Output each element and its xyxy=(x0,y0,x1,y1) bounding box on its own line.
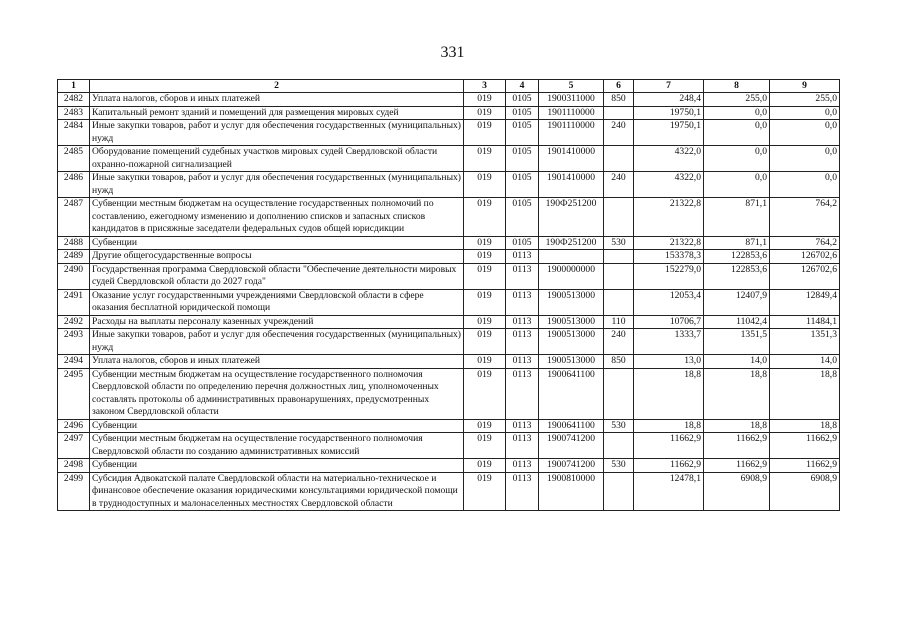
item-name: Иные закупки товаров, работ и услуг для обеспечения государственных (муниципальных) нужд xyxy=(90,329,464,355)
column-header-1: 1 xyxy=(58,80,90,93)
section-code: 0113 xyxy=(506,250,539,264)
item-name: Субвенции xyxy=(90,459,464,473)
ministry-code: 019 xyxy=(464,120,506,146)
expense-type-code: 850 xyxy=(604,355,634,369)
table-row xyxy=(58,433,840,459)
table-body xyxy=(58,93,840,511)
item-name: Уплата налогов, сборов и иных платежей xyxy=(90,355,464,369)
column-header-8: 8 xyxy=(704,80,770,93)
amount-col-9: 0,0 xyxy=(770,146,840,172)
section-code: 0113 xyxy=(506,368,539,419)
target-article-code: 1900741200 xyxy=(539,433,604,459)
amount-col-8: 0,0 xyxy=(704,172,770,198)
column-header-6: 6 xyxy=(604,80,634,93)
item-name: Субвенции xyxy=(90,236,464,250)
amount-col-7: 153378,3 xyxy=(634,250,704,264)
target-article-code: 1900641100 xyxy=(539,368,604,419)
table-row xyxy=(58,106,840,120)
amount-col-9: 0,0 xyxy=(770,120,840,146)
row-number: 2498 xyxy=(58,459,90,473)
section-code: 0113 xyxy=(506,459,539,473)
ministry-code: 019 xyxy=(464,172,506,198)
table-row xyxy=(58,315,840,329)
target-article-code: 1900741200 xyxy=(539,459,604,473)
ministry-code: 019 xyxy=(464,329,506,355)
section-code: 0113 xyxy=(506,472,539,511)
column-header-4: 4 xyxy=(506,80,539,93)
target-article-code: 1900513000 xyxy=(539,329,604,355)
amount-col-8: 0,0 xyxy=(704,120,770,146)
target-article-code: 1901410000 xyxy=(539,146,604,172)
amount-col-8: 14,0 xyxy=(704,355,770,369)
amount-col-8: 18,8 xyxy=(704,368,770,419)
amount-col-8: 871,1 xyxy=(704,236,770,250)
amount-col-9: 126702,6 xyxy=(770,263,840,289)
amount-col-9: 1351,3 xyxy=(770,329,840,355)
amount-col-8: 12407,9 xyxy=(704,289,770,315)
expense-type-code xyxy=(604,198,634,237)
row-number: 2497 xyxy=(58,433,90,459)
column-header-2: 2 xyxy=(90,80,464,93)
row-number: 2486 xyxy=(58,172,90,198)
amount-col-9: 18,8 xyxy=(770,368,840,419)
budget-table xyxy=(57,79,840,511)
item-name: Иные закупки товаров, работ и услуг для обеспечения государственных (муниципальных) нужд xyxy=(90,172,464,198)
row-number: 2492 xyxy=(58,315,90,329)
ministry-code: 019 xyxy=(464,419,506,433)
table-row xyxy=(58,472,840,511)
amount-col-7: 21322,8 xyxy=(634,236,704,250)
target-article-code: 1900513000 xyxy=(539,355,604,369)
item-name: Иные закупки товаров, работ и услуг для обеспечения государственных (муниципальных) нужд xyxy=(90,120,464,146)
section-code: 0113 xyxy=(506,329,539,355)
item-name: Субвенции местным бюджетам на осуществление государственного полномочия Свердловской области по определению перечня должностных лиц, уполномоченных составлять протоколы об административных правонарушениях, предусмотренных законом Свердловской области xyxy=(90,368,464,419)
item-name: Другие общегосударственные вопросы xyxy=(90,250,464,264)
section-code: 0113 xyxy=(506,315,539,329)
expense-type-code xyxy=(604,433,634,459)
section-code: 0105 xyxy=(506,236,539,250)
amount-col-9: 14,0 xyxy=(770,355,840,369)
section-code: 0113 xyxy=(506,355,539,369)
ministry-code: 019 xyxy=(464,93,506,107)
row-number: 2483 xyxy=(58,106,90,120)
amount-col-7: 11662,9 xyxy=(634,433,704,459)
amount-col-8: 11662,9 xyxy=(704,433,770,459)
amount-col-7: 10706,7 xyxy=(634,315,704,329)
row-number: 2494 xyxy=(58,355,90,369)
section-code: 0113 xyxy=(506,263,539,289)
amount-col-9: 0,0 xyxy=(770,106,840,120)
row-number: 2493 xyxy=(58,329,90,355)
ministry-code: 019 xyxy=(464,315,506,329)
amount-col-9: 11484,1 xyxy=(770,315,840,329)
ministry-code: 019 xyxy=(464,106,506,120)
section-code: 0105 xyxy=(506,106,539,120)
row-number: 2482 xyxy=(58,93,90,107)
section-code: 0105 xyxy=(506,172,539,198)
expense-type-code: 240 xyxy=(604,120,634,146)
section-code: 0105 xyxy=(506,198,539,237)
amount-col-9: 0,0 xyxy=(770,172,840,198)
column-header-7: 7 xyxy=(634,80,704,93)
target-article-code: 1900311000 xyxy=(539,93,604,107)
amount-col-8: 11042,4 xyxy=(704,315,770,329)
ministry-code: 019 xyxy=(464,472,506,511)
amount-col-8: 255,0 xyxy=(704,93,770,107)
target-article-code: 1900000000 xyxy=(539,263,604,289)
table-row xyxy=(58,355,840,369)
amount-col-8: 18,8 xyxy=(704,419,770,433)
target-article-code: 190Ф251200 xyxy=(539,198,604,237)
amount-col-8: 0,0 xyxy=(704,106,770,120)
expense-type-code: 530 xyxy=(604,236,634,250)
expense-type-code xyxy=(604,289,634,315)
amount-col-9: 255,0 xyxy=(770,93,840,107)
row-number: 2487 xyxy=(58,198,90,237)
item-name: Оказание услуг государственными учреждениями Свердловской области в сфере оказания бесплатной юридической помощи xyxy=(90,289,464,315)
amount-col-8: 122853,6 xyxy=(704,250,770,264)
row-number: 2484 xyxy=(58,120,90,146)
amount-col-8: 122853,6 xyxy=(704,263,770,289)
expense-type-code: 110 xyxy=(604,315,634,329)
table-row xyxy=(58,329,840,355)
table-row xyxy=(58,146,840,172)
row-number: 2491 xyxy=(58,289,90,315)
amount-col-8: 0,0 xyxy=(704,146,770,172)
column-header-5: 5 xyxy=(539,80,604,93)
header-row xyxy=(58,80,840,93)
ministry-code: 019 xyxy=(464,459,506,473)
amount-col-9: 6908,9 xyxy=(770,472,840,511)
table-row xyxy=(58,172,840,198)
expense-type-code xyxy=(604,106,634,120)
expense-type-code: 240 xyxy=(604,329,634,355)
expense-type-code xyxy=(604,263,634,289)
section-code: 0105 xyxy=(506,93,539,107)
amount-col-7: 18,8 xyxy=(634,368,704,419)
table-row xyxy=(58,250,840,264)
row-number: 2490 xyxy=(58,263,90,289)
row-number: 2499 xyxy=(58,472,90,511)
target-article-code: 1900641100 xyxy=(539,419,604,433)
column-header-9: 9 xyxy=(770,80,840,93)
amount-col-7: 248,4 xyxy=(634,93,704,107)
item-name: Оборудование помещений судебных участков мировых судей Свердловской области охранно-пожарной сигнализацией xyxy=(90,146,464,172)
amount-col-7: 4322,0 xyxy=(634,172,704,198)
ministry-code: 019 xyxy=(464,250,506,264)
table-row xyxy=(58,120,840,146)
table-row xyxy=(58,93,840,107)
target-article-code: 1900513000 xyxy=(539,289,604,315)
item-name: Субсидия Адвокатской палате Свердловской области на материально-техническое и финансовое обеспечение оказания юридическими консультациями юридической помощи в труднодоступных и малонаселенных местностях Свердловской области xyxy=(90,472,464,511)
ministry-code: 019 xyxy=(464,236,506,250)
target-article-code: 1901110000 xyxy=(539,106,604,120)
amount-col-7: 152279,0 xyxy=(634,263,704,289)
section-code: 0105 xyxy=(506,120,539,146)
ministry-code: 019 xyxy=(464,355,506,369)
table-row xyxy=(58,419,840,433)
target-article-code: 190Ф251200 xyxy=(539,236,604,250)
amount-col-7: 18,8 xyxy=(634,419,704,433)
expense-type-code: 240 xyxy=(604,172,634,198)
table-row xyxy=(58,459,840,473)
target-article-code: 1901410000 xyxy=(539,172,604,198)
expense-type-code: 530 xyxy=(604,419,634,433)
section-code: 0113 xyxy=(506,289,539,315)
table-row xyxy=(58,368,840,419)
amount-col-7: 21322,8 xyxy=(634,198,704,237)
ministry-code: 019 xyxy=(464,263,506,289)
ministry-code: 019 xyxy=(464,289,506,315)
row-number: 2488 xyxy=(58,236,90,250)
table-row xyxy=(58,198,840,237)
table-row xyxy=(58,289,840,315)
amount-col-7: 19750,1 xyxy=(634,106,704,120)
expense-type-code: 530 xyxy=(604,459,634,473)
amount-col-9: 126702,6 xyxy=(770,250,840,264)
expense-type-code: 850 xyxy=(604,93,634,107)
table-row xyxy=(58,263,840,289)
ministry-code: 019 xyxy=(464,198,506,237)
expense-type-code xyxy=(604,250,634,264)
amount-col-7: 1333,7 xyxy=(634,329,704,355)
target-article-code: 1900513000 xyxy=(539,315,604,329)
row-number: 2496 xyxy=(58,419,90,433)
section-code: 0113 xyxy=(506,419,539,433)
amount-col-7: 19750,1 xyxy=(634,120,704,146)
amount-col-9: 11662,9 xyxy=(770,433,840,459)
row-number: 2489 xyxy=(58,250,90,264)
row-number: 2485 xyxy=(58,146,90,172)
amount-col-8: 1351,5 xyxy=(704,329,770,355)
expense-type-code xyxy=(604,368,634,419)
item-name: Государственная программа Свердловской области "Обеспечение деятельности мировых судей Свердловской области до 2027 года" xyxy=(90,263,464,289)
amount-col-9: 12849,4 xyxy=(770,289,840,315)
item-name: Субвенции xyxy=(90,419,464,433)
item-name: Расходы на выплаты персоналу казенных учреждений xyxy=(90,315,464,329)
amount-col-8: 11662,9 xyxy=(704,459,770,473)
item-name: Субвенции местным бюджетам на осуществление государственных полномочий по составлению, ежегодному изменению и дополнению списков и запасных списков кандидатов в присяжные заседатели федеральных судов общей юрисдикции xyxy=(90,198,464,237)
item-name: Субвенции местным бюджетам на осуществление государственного полномочия Свердловской области по созданию административных комиссий xyxy=(90,433,464,459)
amount-col-9: 18,8 xyxy=(770,419,840,433)
amount-col-7: 12478,1 xyxy=(634,472,704,511)
column-header-3: 3 xyxy=(464,80,506,93)
amount-col-8: 6908,9 xyxy=(704,472,770,511)
item-name: Капитальный ремонт зданий и помещений для размещения мировых судей xyxy=(90,106,464,120)
table-row xyxy=(58,236,840,250)
amount-col-7: 4322,0 xyxy=(634,146,704,172)
section-code: 0113 xyxy=(506,433,539,459)
ministry-code: 019 xyxy=(464,146,506,172)
amount-col-7: 11662,9 xyxy=(634,459,704,473)
amount-col-7: 12053,4 xyxy=(634,289,704,315)
expense-type-code xyxy=(604,146,634,172)
target-article-code xyxy=(539,250,604,264)
amount-col-9: 764,2 xyxy=(770,236,840,250)
amount-col-7: 13,0 xyxy=(634,355,704,369)
amount-col-9: 764,2 xyxy=(770,198,840,237)
ministry-code: 019 xyxy=(464,368,506,419)
target-article-code: 1901110000 xyxy=(539,120,604,146)
item-name: Уплата налогов, сборов и иных платежей xyxy=(90,93,464,107)
section-code: 0105 xyxy=(506,146,539,172)
expense-type-code xyxy=(604,472,634,511)
ministry-code: 019 xyxy=(464,433,506,459)
page-number: 331 xyxy=(440,44,465,61)
amount-col-9: 11662,9 xyxy=(770,459,840,473)
row-number: 2495 xyxy=(58,368,90,419)
target-article-code: 1900810000 xyxy=(539,472,604,511)
amount-col-8: 871,1 xyxy=(704,198,770,237)
